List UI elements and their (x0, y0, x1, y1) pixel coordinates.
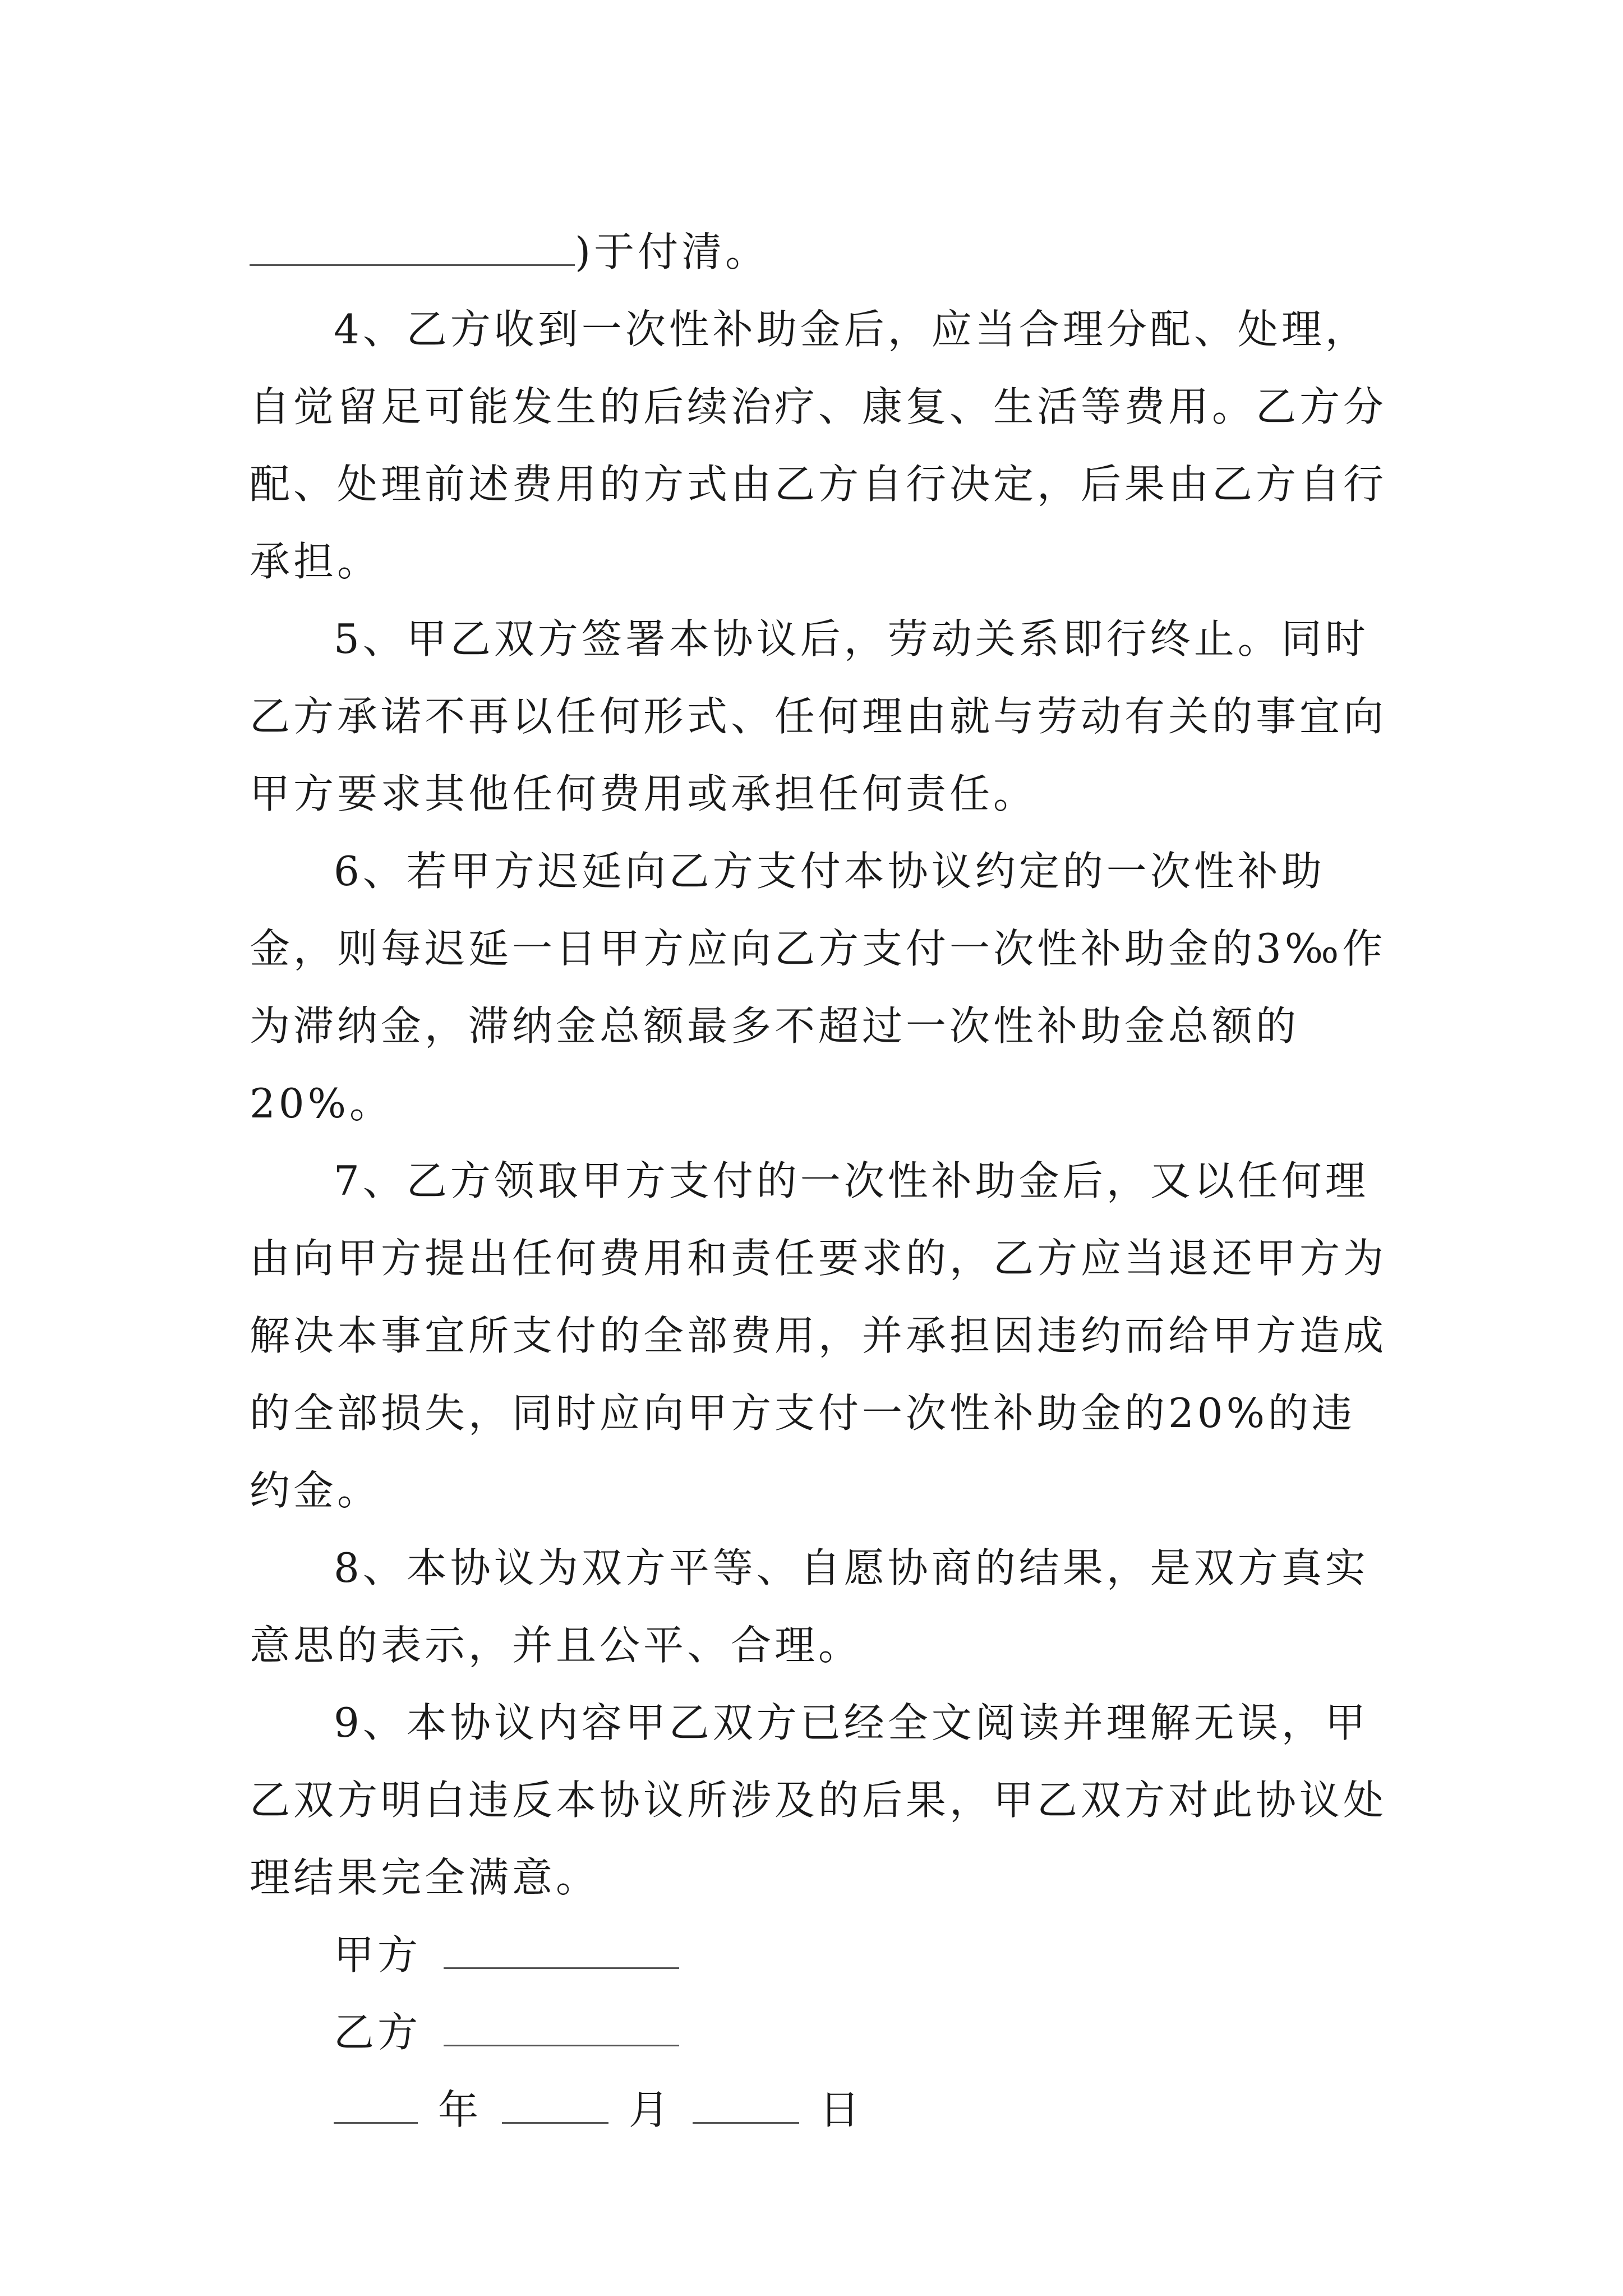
date-line (250, 2071, 1394, 2148)
party-a-signature-line (250, 1916, 1394, 1994)
document-body (250, 213, 1394, 2148)
clause-6: 6、若甲方迟延向乙方支付本协议约定的一次性补助金，则每迟延一日甲方应向乙方支付一次性补助金的3‰作为滞纳金，滞纳金总额最多不超过一次性补助金总额的20%。 (250, 848, 1386, 1127)
clause-7: 7、乙方领取甲方支付的一次性补助金后，又以任何理由向甲方提出任何费用和责任要求的，乙方应当退还甲方为解决本事宜所支付的全部费用，并承担因违约而给甲方造成的全部损失，同时应向甲方支付一次性补助金的20%的违约金。 (250, 1157, 1387, 1514)
party-b-label: 乙方 (334, 2009, 422, 2056)
day-label: 日 (819, 2086, 864, 2133)
signature-block (250, 1916, 1394, 2148)
clause-5: 5、甲乙双方签署本协议后，劳动关系即行终止。同时乙方承诺不再以任何形式、任何理由就与劳动有关的事宜向甲方要求其他任何费用或承担任何责任。 (250, 615, 1387, 817)
clause-8: 8、本协议为双方平等、自愿协商的结果，是双方真实意思的表示，并且公平、合理。 (250, 1544, 1369, 1669)
day-blank[interactable] (693, 2085, 799, 2124)
year-label: 年 (438, 2086, 482, 2133)
party-b-signature-blank[interactable] (444, 2008, 679, 2046)
month-blank[interactable] (502, 2085, 608, 2124)
party-a-signature-blank[interactable] (444, 1930, 679, 1969)
payment-deadline-text: )于付清。 (575, 228, 769, 275)
party-b-signature-line (250, 1994, 1394, 2071)
payment-deadline-line (250, 213, 1394, 291)
date-blank[interactable] (250, 227, 575, 266)
party-a-label: 甲方 (334, 1931, 422, 1978)
year-blank[interactable] (334, 2085, 418, 2124)
month-label: 月 (629, 2086, 673, 2133)
clause-9: 9、本协议内容甲乙双方已经全文阅读并理解无误，甲乙双方明白违反本协议所涉及的后果，甲乙双方对此协议处理结果完全满意。 (250, 1699, 1387, 1901)
clause-4: 4、乙方收到一次性补助金后，应当合理分配、处理，自觉留足可能发生的后续治疗、康复、生活等费用。乙方分配、处理前述费用的方式由乙方自行决定，后果由乙方自行承担。 (250, 306, 1387, 585)
